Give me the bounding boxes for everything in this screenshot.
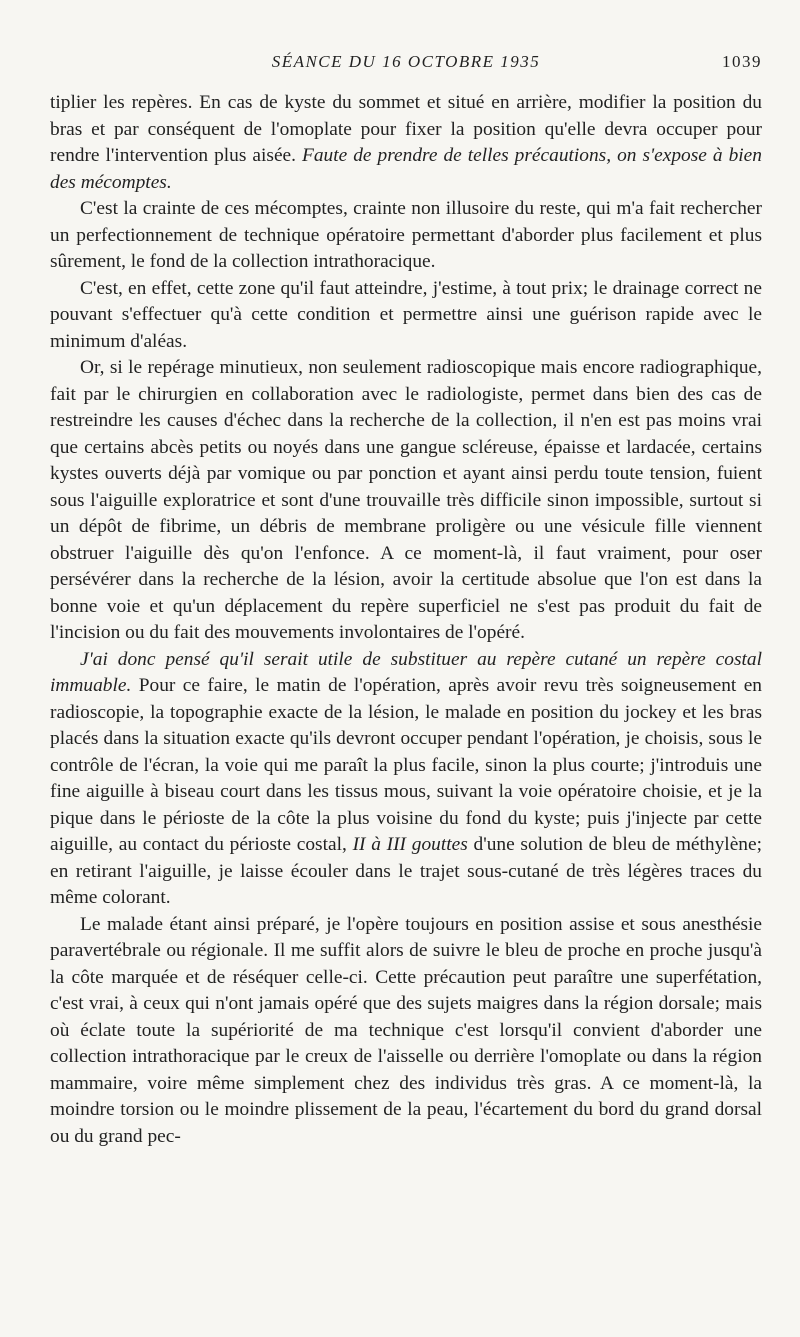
paragraph xyxy=(50,647,762,912)
text-run: d'une solution de bleu de méthylène; en retirant l'aiguille, je laisse écouler dans le trajet sous-cutané de très légères traces du même colorant. xyxy=(50,834,762,908)
page-header xyxy=(50,52,762,82)
text-run: tiplier les repères. En cas de kyste du sommet et situé en arrière, modifier la position du bras et par conséquent de l'omoplate pour fixer la position qu'elle devra occuper pour rendre l'intervention plus aisée. xyxy=(50,92,762,166)
paragraph xyxy=(50,90,762,196)
paragraph xyxy=(50,196,762,276)
text-run: C'est, en effet, cette zone qu'il faut atteindre, j'estime, à tout prix; le drainage correct ne pouvant s'effectuer qu'à cette condition et permettre ainsi une guérison rapide avec le minimum d'aléas. xyxy=(50,277,762,352)
italic-text-run: Faute de prendre de telles précautions, on s'expose à bien des mécomptes. xyxy=(50,145,762,193)
paragraph xyxy=(50,276,762,356)
text-run: Or, si le repérage minutieux, non seulement radioscopique mais encore radiographique, fait par le chirurgien en collaboration avec le radiologiste, permet dans bien des cas de restreindre les causes d'échec dans la recherche de la collection, il n'en est pas moins vrai que certains abcès petits ou noyés dans une gangue scléreuse, épaisse et lardacée, certains kystes ouverts déjà par vomique ou par ponction et ayant ainsi perdu toute tension, fuient sous l'aiguille exploratrice et sont d'une trouvaille très difficile sinon impossible, surtout si un dépôt de fibrime, un débris de membrane proligère ou une vésicule fille viennent obstruer l'aiguille dès qu'on l'enfonce. A ce moment-là, il faut vraiment, pour oser persévérer dans la recherche de la lésion, avoir la certitude absolue que l'on est dans la bonne voie et qu'un déplacement du repère superficiel ne s'est pas produit du fait de l'incision ou du fait des mouvements involontaires de l'opéré. xyxy=(50,357,762,643)
paragraph xyxy=(50,912,762,1151)
text-run: Pour ce faire, le matin de l'opération, après avoir revu très soigneusement en radioscopie, la topographie exacte de la lésion, le malade en position du jockey et les bras placés dans la situation exacte qu'ils devront occuper pendant l'opération, je choisis, sous le contrôle de l'écran, la voie qui me paraît la plus facile, sinon la plus courte; j'introduis une fine aiguille à biseau court dans les tissus mous, suivant la voie opératoire choisie, et je la pique dans le périoste de la côte la plus voisine du fond du kyste; puis j'injecte par cette aiguille, au contact du périoste costal, xyxy=(50,675,762,855)
body-text xyxy=(50,90,762,1150)
text-run: C'est la crainte de ces mécomptes, crainte non illusoire du reste, qui m'a fait rechercher un perfectionnement de technique opératoire permettant d'aborder plus facilement et plus sûrement, le fond de la collection intrathoracique. xyxy=(50,198,762,272)
paragraph xyxy=(50,355,762,647)
italic-text-run: J'ai donc pensé qu'il serait utile de substituer au repère cutané un repère costal immuable. xyxy=(50,648,762,696)
running-head: SÉANCE DU 16 OCTOBRE 1935 xyxy=(271,52,541,71)
italic-text-run: II à III gouttes xyxy=(352,834,468,855)
page-number: 1039 xyxy=(722,52,762,71)
text-run: Le malade étant ainsi préparé, je l'opère toujours en position assise et sous anesthésie paravertébrale ou régionale. Il me suffit alors de suivre le bleu de proche en proche jusqu'à la côte marquée et de réséquer celle-ci. Cette précaution peut paraître une superfétation, c'est vrai, à ceux qui n'ont jamais opéré que des sujets maigres dans la région dorsale; mais où éclate toute la supériorité de ma technique c'est lorsqu'il convient d'aborder une collection intrathoracique par le creux de l'aisselle ou derrière l'omoplate ou dans la région mammaire, voire même simplement chez des individus très gras. A ce moment-là, la moindre torsion ou le moindre plissement de la peau, l'écartement du bord du grand dorsal ou du grand pec- xyxy=(50,913,762,1147)
